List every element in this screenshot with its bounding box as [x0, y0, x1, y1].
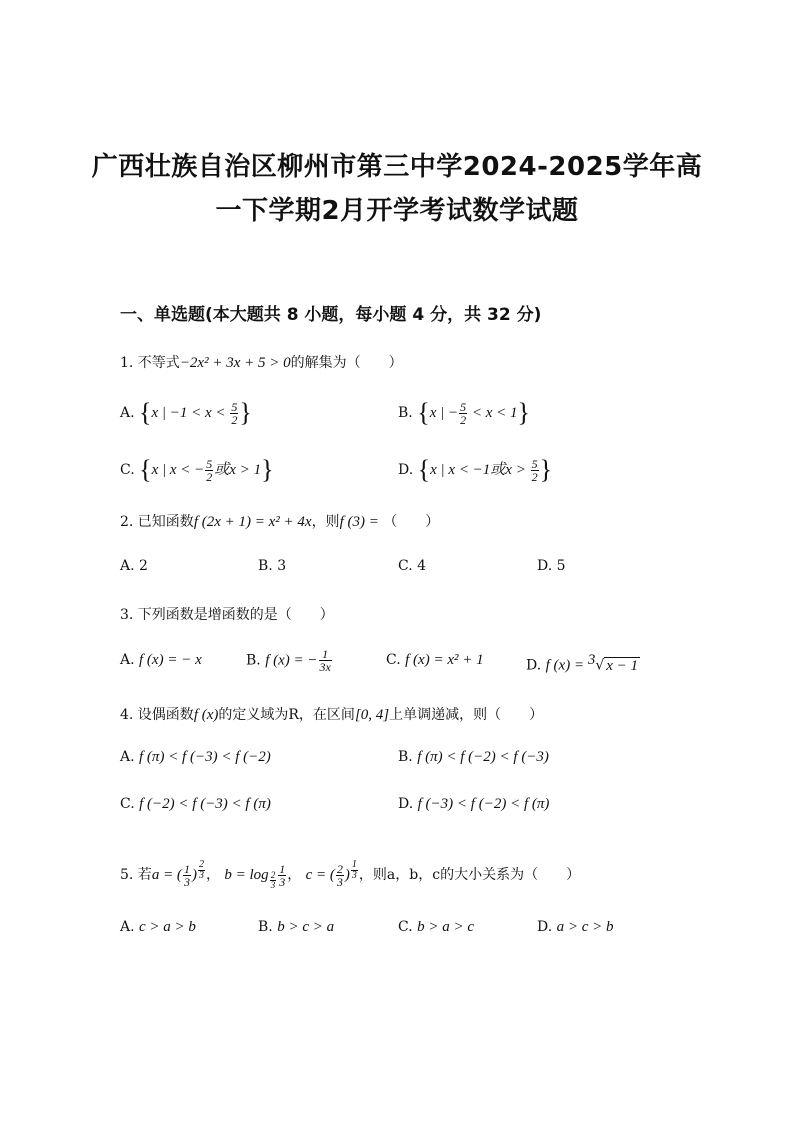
option-label: C.	[386, 652, 401, 668]
section-heading: 一、单选题(本大题共 8 小题，每小题 4 分，共 32 分)	[120, 305, 542, 325]
q1-option-d[interactable]	[398, 455, 552, 485]
close-brace: }	[239, 398, 252, 427]
q2-mid: ，则	[311, 514, 340, 530]
question-2	[120, 511, 439, 531]
q5-c-def: c = ( $\frac{2}{3}$ ) $^{\frac{1}{3}}$	[305, 859, 357, 889]
q5-suffix: ，则a，b，c的大小关系为（ ）	[358, 866, 581, 883]
option-a-expr: f (π) < f (−3) < f (−2)	[139, 749, 271, 765]
q4-option-c[interactable]	[120, 796, 271, 813]
q2-suffix: （ ）	[383, 514, 440, 530]
q2-prefix: 2. 已知函数	[120, 514, 194, 530]
q1-prefix: 1. 不等式	[120, 355, 180, 371]
q2-option-a[interactable]: A. 2	[120, 558, 148, 574]
option-a-expr: f (x) = − x	[139, 652, 202, 668]
option-b-set-end: < x < 1	[468, 405, 518, 421]
option-label: A.	[120, 919, 135, 935]
q4-interval: [0, 4]	[354, 707, 390, 723]
q4-option-d[interactable]	[398, 796, 549, 813]
option-label: B.	[398, 749, 413, 765]
question-5: 5. 若a = ( $\frac{1}{3}$ ) $^{\frac{2}{3}}$ ， b = log $_{\frac{2}{3}}$ $\frac{1}{3}$ ， c = ( $\frac{2}{3}$ ) $^{\frac{1}{3}}$ ，则a，b，c的大小关系为（ ）	[120, 859, 581, 891]
q5-option-b[interactable]	[258, 919, 334, 936]
q4-suffix: 上单调递减，则（ ）	[389, 707, 544, 723]
q1-inequality: −2x² + 3x + 5 > 0	[179, 355, 291, 371]
question-1	[120, 352, 403, 372]
close-brace: }	[517, 398, 530, 427]
option-c-expr: f (x) = x² + 1	[405, 652, 484, 668]
option-label: A.	[120, 749, 135, 765]
q5-option-d[interactable]	[537, 919, 614, 936]
option-label: C.	[398, 919, 413, 935]
option-label: C.	[120, 462, 135, 478]
option-c-set: x | x < −	[151, 462, 205, 478]
q5-option-a[interactable]	[120, 919, 196, 936]
q4-function: f (x)	[193, 707, 219, 723]
q1-option-a[interactable]	[120, 398, 252, 428]
q3-option-d[interactable]	[526, 652, 640, 675]
open-brace: {	[139, 455, 152, 484]
q1-option-c[interactable]	[120, 455, 274, 485]
option-label: B.	[246, 652, 261, 669]
q5-option-c[interactable]	[398, 919, 474, 936]
q4-mid: 的定义域为R，在区间	[218, 707, 355, 723]
radicand: x − 1	[606, 657, 639, 674]
fraction: $\frac{5}{2}$	[460, 399, 467, 427]
q4-prefix: 4. 设偶函数	[120, 707, 194, 723]
question-3: 3. 下列函数是增函数的是（ ）	[120, 607, 334, 623]
fraction: $\frac{5}{2}$	[206, 456, 213, 484]
fraction: $\frac{1}{3}$	[183, 861, 190, 889]
option-c-expr: f (−2) < f (−3) < f (π)	[139, 796, 271, 812]
q1-suffix: 的解集为（ ）	[290, 355, 403, 371]
q2-option-b[interactable]: B. 3	[258, 558, 287, 574]
close-brace: }	[539, 455, 553, 484]
document-title-line-2: 一下学期2月开学考试数学试题	[215, 196, 579, 226]
close-brace: }	[261, 455, 274, 484]
q2-function-value: f (3) =	[339, 514, 379, 530]
q2-option-d[interactable]: D. 5	[537, 558, 566, 574]
q2-option-c[interactable]: C. 4	[398, 558, 427, 574]
fraction: $\frac{2}{3}$	[336, 861, 343, 889]
exponent-fraction: 1 3	[351, 859, 357, 881]
option-b-expr: f (x) = −	[265, 652, 318, 669]
fraction: $\frac{1}{3}$	[279, 861, 286, 889]
option-label: A.	[120, 652, 135, 668]
option-d-set: x | x < −1或x >	[430, 462, 530, 478]
root-index: 3	[587, 652, 596, 668]
q5-prefix: 5. 若	[120, 866, 152, 883]
q4-option-a[interactable]	[120, 749, 271, 766]
fraction: $\frac{5}{2}$	[231, 399, 238, 427]
option-d-expr: f (−3) < f (−2) < f (π)	[417, 796, 550, 812]
question-4	[120, 704, 543, 724]
option-d-expr: f (x) =	[545, 657, 588, 674]
open-brace: {	[417, 398, 430, 427]
q5-a-def: a = ( $\frac{1}{3}$ ) $^{\frac{2}{3}}$	[151, 859, 204, 889]
open-brace: {	[139, 398, 152, 427]
open-brace: {	[417, 455, 431, 484]
option-d-expr: a > c > b	[556, 919, 614, 935]
option-label: B.	[398, 405, 413, 421]
option-a-set: x | −1 < x <	[151, 405, 230, 421]
option-label: D.	[526, 657, 542, 674]
option-label: C.	[120, 796, 135, 812]
option-b-expr: b > c > a	[277, 919, 335, 935]
q4-option-b[interactable]	[398, 749, 549, 766]
option-label: B.	[258, 919, 273, 935]
q1-option-b[interactable]	[398, 398, 530, 428]
option-label: D.	[398, 462, 414, 478]
fraction: $\frac{5}{2}$	[531, 456, 538, 484]
q3-option-c[interactable]	[386, 652, 484, 669]
radical-sign: √	[595, 657, 605, 674]
q2-function-def: f (2x + 1) = x² + 4x	[193, 514, 312, 530]
option-c-expr: b > a > c	[417, 919, 475, 935]
document-title-line-1: 广西壮族自治区柳州市第三中学2024-2025学年高	[91, 152, 703, 182]
option-c-set-end: 或x > 1	[214, 462, 262, 478]
q3-option-b[interactable]	[246, 648, 333, 673]
option-a-expr: c > a > b	[139, 919, 196, 935]
q3-option-a[interactable]	[120, 652, 202, 669]
fraction: $\frac{1}{3x}$	[319, 647, 331, 674]
exponent-fraction: 2 3	[198, 859, 204, 881]
option-b-set: x | −	[429, 405, 459, 421]
option-label: D.	[398, 796, 414, 812]
option-label: A.	[120, 405, 135, 421]
option-label: D.	[537, 919, 553, 935]
q5-b-def: b = log $_{\frac{2}{3}}$ $\frac{1}{3}$	[224, 861, 286, 891]
option-b-expr: f (π) < f (−2) < f (−3)	[417, 749, 549, 765]
